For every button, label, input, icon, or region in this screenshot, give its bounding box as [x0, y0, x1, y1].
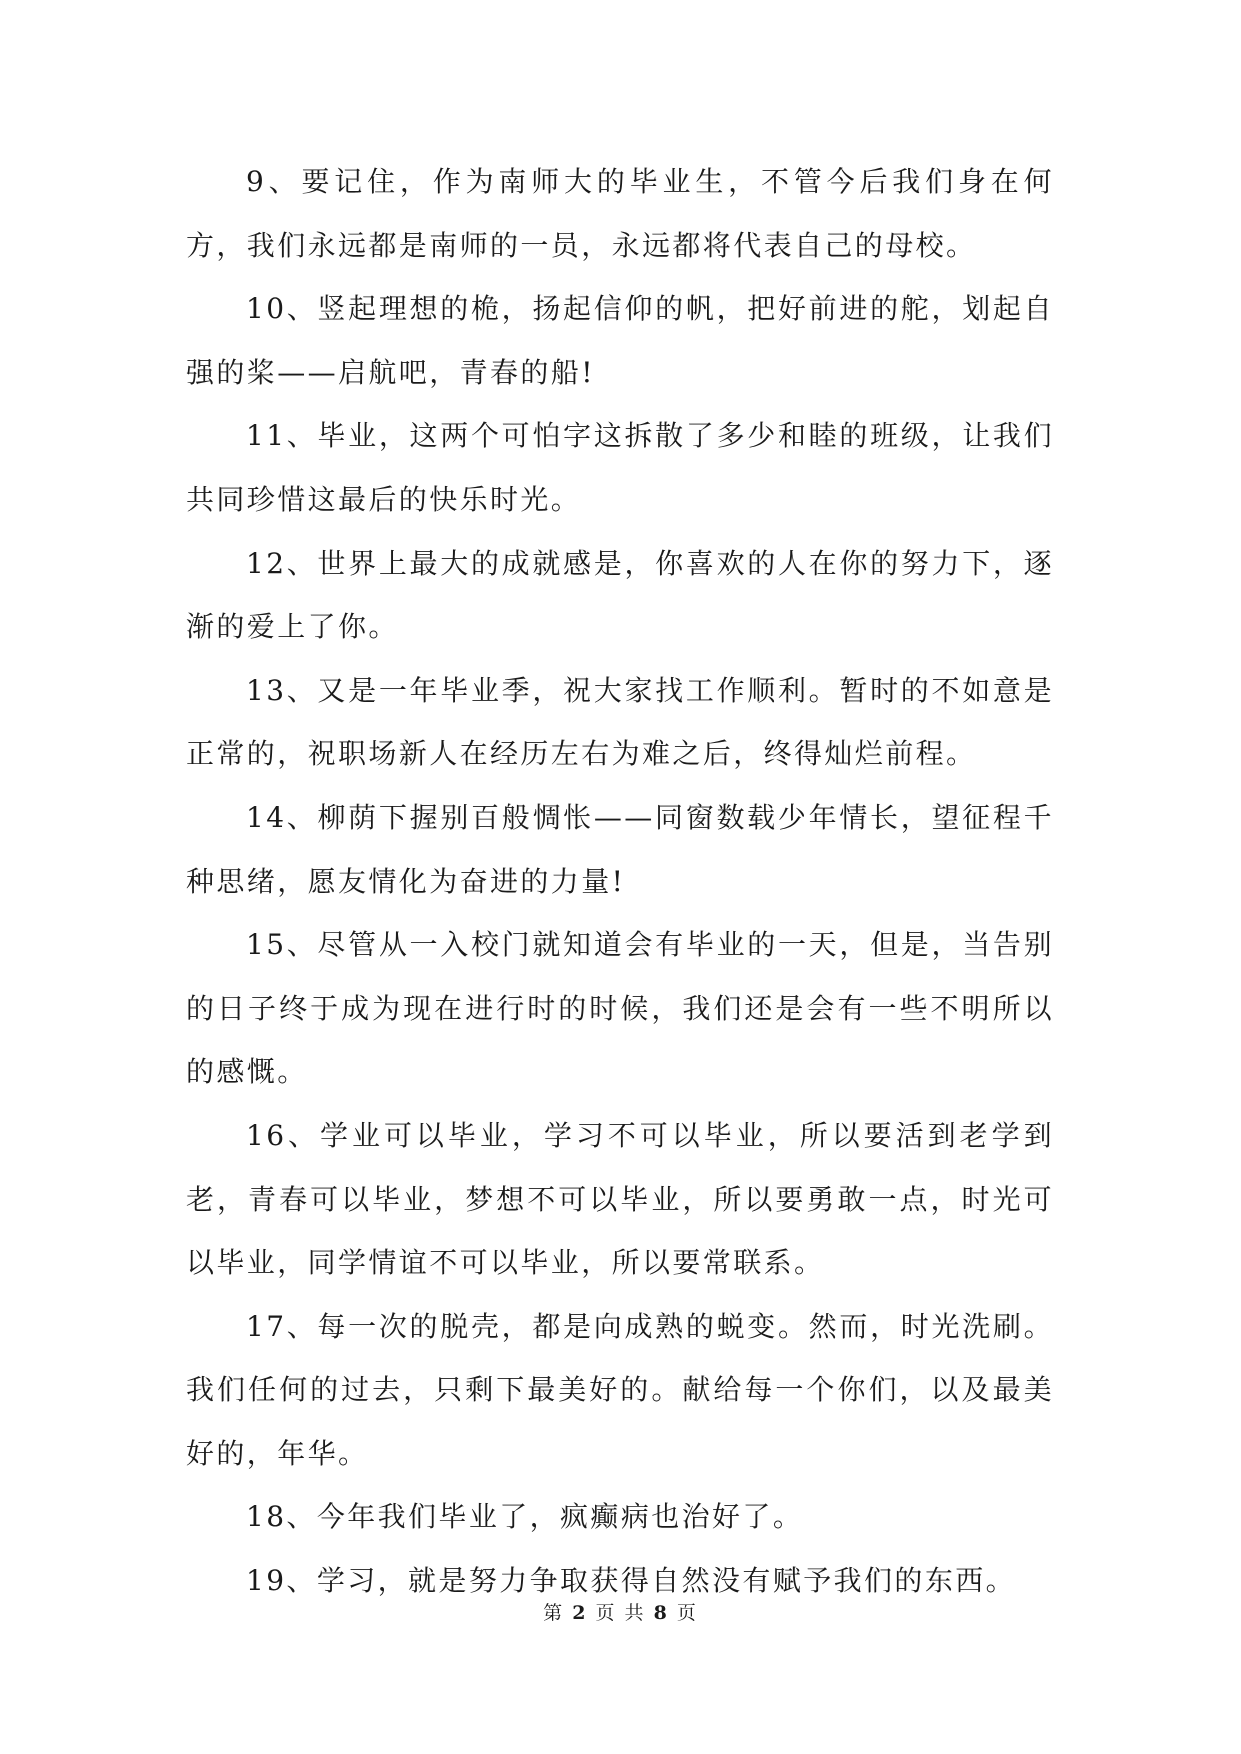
paragraph-16: 16、学业可以毕业，学习不可以毕业，所以要活到老学到老，青春可以毕业，梦想不可以毕业，所以要勇敢一点，时光可以毕业，同学情谊不可以毕业，所以要常联系。: [186, 1118, 1054, 1280]
paragraph-9: 9、要记住，作为南师大的毕业生，不管今后我们身在何方，我们永远都是南师的一员，永远都将代表自己的母校。: [186, 165, 1054, 262]
paragraph-18: 18、今年我们毕业了，疯癫病也治好了。: [246, 1500, 804, 1534]
paragraph-14: 14、柳荫下握别百般惆怅——同窗数载少年情长，望征程千种思绪，愿友情化为奋进的力量!: [186, 800, 1054, 898]
current-page-number: 2: [572, 1602, 588, 1624]
total-page-count: 8: [653, 1602, 669, 1624]
paragraph-11: 11、毕业，这两个可怕字这拆散了多少和睦的班级，让我们共同珍惜这最后的快乐时光。: [186, 419, 1054, 516]
footer-prefix: 第: [543, 1602, 565, 1624]
document-body: [186, 150, 1054, 1613]
footer-suffix: 页: [676, 1602, 698, 1624]
paragraph-10: 10、竖起理想的桅，扬起信仰的帆，把好前进的舵，划起自强的桨——启航吧，青春的船!: [186, 292, 1054, 389]
paragraph-19: 19、学习，就是努力争取获得自然没有赋予我们的东西。: [246, 1564, 1017, 1598]
footer-middle: 页 共: [595, 1602, 646, 1624]
page-footer: [0, 1598, 1241, 1625]
paragraph-15: 15、尽管从一入校门就知道会有毕业的一天，但是，当告别的日子终于成为现在进行时的时候，我们还是会有一些不明所以的感慨。: [186, 928, 1054, 1089]
paragraph-17: 17、每一次的脱壳，都是向成熟的蜕变。然而，时光洗刷。我们任何的过去，只剩下最美好的。献给每一个你们，以及最美好的，年华。: [186, 1309, 1054, 1470]
paragraph-13: 13、又是一年毕业季，祝大家找工作顺利。暂时的不如意是正常的，祝职场新人在经历左右为难之后，终得灿烂前程。: [186, 673, 1054, 771]
paragraph-12: 12、世界上最大的成就感是，你喜欢的人在你的努力下，逐渐的爱上了你。: [186, 546, 1054, 644]
